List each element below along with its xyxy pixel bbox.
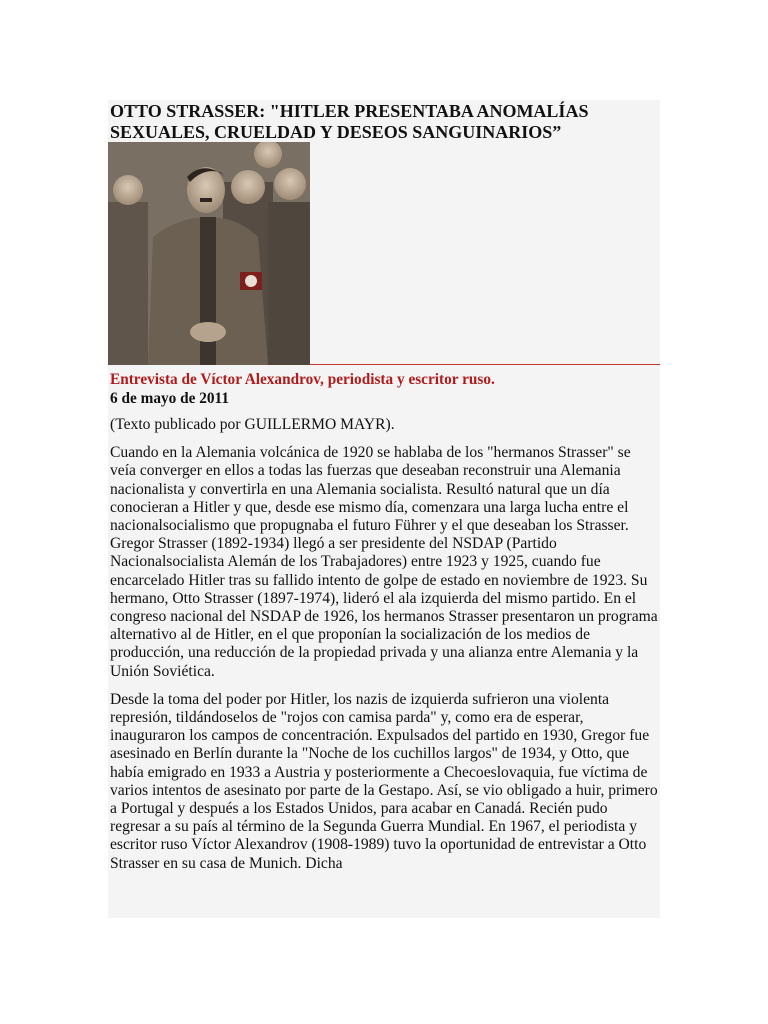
article-body — [110, 370, 658, 883]
article-photo — [108, 142, 310, 365]
divider-rule — [310, 364, 660, 365]
article-credit: (Texto publicado por GUILLERMO MAYR). — [110, 416, 395, 433]
article-date: 6 de mayo de 2011 — [110, 390, 229, 407]
group-photo-icon — [108, 142, 310, 365]
document-page — [108, 100, 660, 918]
article-paragraph: Desde la toma del poder por Hitler, los nazis de izquierda sufrieron una violenta represión, tildándoselos de "rojos con camisa parda" y, como era de esperar, inauguraron los campos de concentración. Expulsados del partido en 1930, Gregor fue asesinado en Berlín durante la "Noche de los cuchillos largos" de 1934, y Otto, que había emigrado en 1933 a Austria y posteriormente a Checoeslovaquia, fue víctima de varios intentos de asesinato por parte de la Gestapo. Así, se vio obligado a huir, primero a Portugal y después a los Estados Unidos, para acabar en Canadá. Recién pudo regresar a su país al término de la Segunda Guerra Mundial. En 1967, el periodista y escritor ruso Víctor Alexandrov (1908-1989) tuvo la oportunidad de entrevistar a Otto Strasser en su casa de Munich. Dicha — [110, 690, 658, 872]
article-paragraph: Cuando en la Alemania volcánica de 1920 se hablaba de los "hermanos Strasser" se veía converger en ellos a todas las fuerzas que deseaban reconstruir una Alemania nacionalista y convertirla en una Alemania socialista. Resultó natural que un día conocieran a Hitler y que, desde ese mismo día, comenzara una larga lucha entre el nacionalsocialismo que propugnaba el futuro Führer y el que deseaban los Strasser. Gregor Strasser (1892-1934) llegó a ser presidente del NSDAP (Partido Nacionalsocialista Alemán de los Trabajadores) entre 1923 y 1925, cuando fue encarcelado Hitler tras su fallido intento de golpe de estado en noviembre de 1923. Su hermano, Otto Strasser (1897-1974), lideró el ala izquierda del mismo partido. En el congreso nacional del NSDAP de 1926, los hermanos Strasser presentaron un programa alternativo al de Hitler, en el que proponían la socialización de los medios de producción, una reducción de la propiedad privada y una alianza entre Alemania y la Unión Soviética. — [110, 444, 658, 680]
article-subtitle: Entrevista de Víctor Alexandrov, periodista y escritor ruso. — [110, 371, 495, 388]
article-title: OTTO STRASSER: "HITLER PRESENTABA ANOMALÍAS SEXUALES, CRUELDAD Y DESEOS SANGUINARIOS” — [110, 101, 589, 142]
